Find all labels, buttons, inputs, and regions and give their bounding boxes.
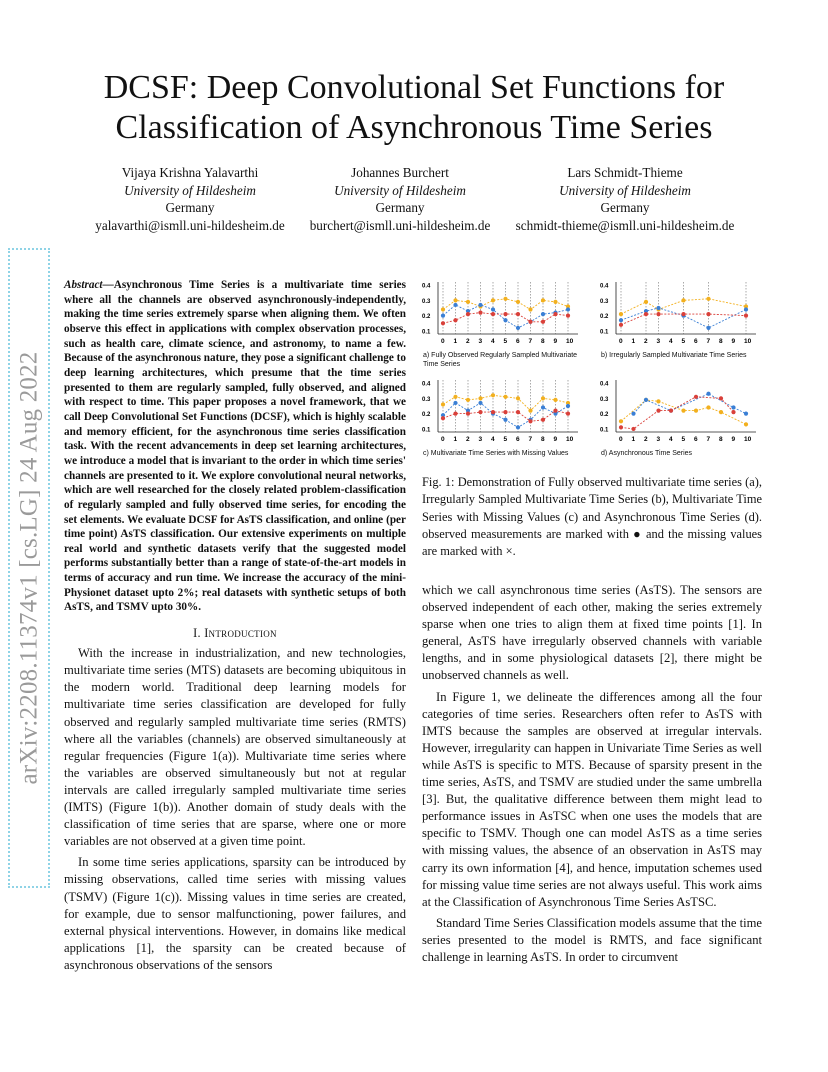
yellow-series-point <box>516 396 520 400</box>
x-tick-label: 7 <box>528 338 533 345</box>
x-tick-label: 0 <box>619 436 623 443</box>
yellow-series-point <box>719 410 723 414</box>
x-tick-label: 7 <box>706 436 711 443</box>
y-tick-label: 0.3 <box>422 298 431 305</box>
x-tick-label: 3 <box>656 338 661 345</box>
x-tick-label: 10 <box>566 436 574 443</box>
figure-panel-d <box>598 376 768 471</box>
y-tick-label: 0.1 <box>600 329 609 336</box>
y-tick-label: 0.2 <box>600 412 609 419</box>
y-tick-label: 0.2 <box>422 314 431 321</box>
red-series-point <box>441 416 445 420</box>
y-tick-label: 0.1 <box>422 427 431 434</box>
x-tick-label: 1 <box>453 436 458 443</box>
author-country: Germany <box>375 200 425 215</box>
yellow-series-point <box>466 300 470 304</box>
x-tick-label: 8 <box>541 338 545 345</box>
blue-series-point <box>731 405 735 409</box>
yellow-series-point <box>441 307 445 311</box>
blue-series-point <box>478 303 482 307</box>
intro-paragraph-1: With the increase in industrialization, and new technologies, multivariate time series (MTS) datasets are becoming ubiquitous in the modern world. Traditional deep learning models for multivariate time series classification are developed for fully observed and regularly sampled multivariate time series (RMTS) where all the variables (channels) are observed simultaneously at regular frequencies (Figure 1(a)). Multivariate time series where the variables are observed simultaneously but not at regular intervals are called irregularly sampled multivariate time series (IMTS) (Figure 1(b)). Another domain of study deals with the classification of time series that are sparse, where one or more variables are not observed at a given time point. <box>64 646 406 849</box>
y-tick-label: 0.4 <box>422 283 431 290</box>
right-column <box>422 582 762 970</box>
yellow-series-point <box>503 395 507 399</box>
red-series-point <box>619 425 623 429</box>
x-tick-label: 2 <box>466 338 470 345</box>
red-series-point <box>619 323 623 327</box>
x-tick-label: 6 <box>694 338 698 345</box>
paper-title: DCSF: Deep Convolutional Set Functions for Classification of Asynchronous Time Series <box>103 69 725 146</box>
x-tick-label: 9 <box>553 338 558 345</box>
author-name: Johannes Burchert <box>351 165 449 180</box>
yellow-series-point <box>744 422 748 426</box>
yellow-series-point <box>681 408 685 412</box>
red-series-point <box>731 410 735 414</box>
blue-series-point <box>491 307 495 311</box>
x-tick-label: 5 <box>681 436 686 443</box>
x-tick-label: 10 <box>744 338 752 345</box>
blue-series-point <box>744 307 748 311</box>
red-series-line <box>621 397 734 429</box>
blue-series-point <box>706 326 710 330</box>
x-tick-label: 3 <box>478 338 483 345</box>
yellow-series-point <box>453 298 457 302</box>
blue-series-point <box>503 418 507 422</box>
yellow-series-point <box>516 300 520 304</box>
blue-series-point <box>644 398 648 402</box>
x-tick-label: 0 <box>619 338 623 345</box>
red-series-point <box>503 410 507 414</box>
y-tick-label: 0.1 <box>600 427 609 434</box>
red-series-point <box>466 312 470 316</box>
red-series-point <box>528 320 532 324</box>
section-heading-introduction: I. Introduction <box>193 626 277 641</box>
author-email: schmidt-thieme@ismll.uni-hildesheim.de <box>515 217 735 233</box>
figure-panel-c <box>420 376 590 471</box>
yellow-series-point <box>553 398 557 402</box>
x-tick-label: 5 <box>681 338 686 345</box>
abstract <box>64 278 406 615</box>
yellow-series-point <box>528 307 532 311</box>
x-tick-label: 4 <box>491 338 495 345</box>
x-tick-label: 5 <box>503 436 508 443</box>
author-email: burchert@ismll.uni-hildesheim.de <box>309 217 491 233</box>
red-series-point <box>656 408 660 412</box>
arxiv-id-text: arXiv:2208.11374v1 [cs.LG] 24 Aug 2022 <box>15 351 43 785</box>
x-tick-label: 2 <box>644 436 648 443</box>
red-series-point <box>453 318 457 322</box>
y-tick-label: 0.3 <box>600 396 609 403</box>
y-tick-label: 0.2 <box>422 412 431 419</box>
x-tick-label: 6 <box>694 436 698 443</box>
y-tick-label: 0.3 <box>422 396 431 403</box>
y-tick-label: 0.4 <box>422 381 431 388</box>
red-series-point <box>541 418 545 422</box>
blue-series-point <box>744 412 748 416</box>
red-series-point <box>644 312 648 316</box>
red-series-point <box>491 312 495 316</box>
yellow-series-point <box>528 408 532 412</box>
red-series-point <box>478 310 482 314</box>
red-series-point <box>466 412 470 416</box>
red-series-point <box>694 395 698 399</box>
blue-series-line <box>443 403 568 428</box>
red-series-point <box>541 320 545 324</box>
x-tick-label: 7 <box>528 436 533 443</box>
author-country: Germany <box>165 200 215 215</box>
figure-panel-b <box>598 278 768 373</box>
yellow-series-point <box>541 396 545 400</box>
red-series-point <box>566 314 570 318</box>
x-tick-label: 1 <box>631 436 636 443</box>
x-tick-label: 6 <box>516 436 520 443</box>
x-tick-label: 3 <box>656 436 661 443</box>
blue-series-point <box>516 425 520 429</box>
author-name: Lars Schmidt-Thieme <box>567 165 683 180</box>
x-tick-label: 2 <box>644 338 648 345</box>
red-series-point <box>669 408 673 412</box>
author-name: Vijaya Krishna Yalavarthi <box>121 165 259 180</box>
x-tick-label: 6 <box>516 338 520 345</box>
yellow-series-point <box>466 398 470 402</box>
x-tick-label: 5 <box>503 338 508 345</box>
red-series-point <box>553 312 557 316</box>
author-country: Germany <box>600 200 650 215</box>
panel-b-caption: b) Irregularly Sampled Multivariate Time Series <box>601 352 747 359</box>
yellow-series-point <box>681 298 685 302</box>
x-tick-label: 10 <box>744 436 752 443</box>
yellow-series-point <box>503 297 507 301</box>
intro-paragraph-2: In some time series applications, sparsity can be introduced by missing observations, called time series with missing values (TSMV) (Figure 1(c)). Missing values in time series are created, for example, due to sensor malfunctioning, power failures, and external physical interventions. However, in domains like medical applications [1], the sparsity can be created because of asynchronous observations of the sensors <box>64 855 406 972</box>
yellow-series-point <box>441 402 445 406</box>
yellow-series-point <box>453 395 457 399</box>
figure-caption: Fig. 1: Demonstration of Fully observed multivariate time series (a), Irregularly Sampled Multivariate Time Series (b), Multivariate Time Series with Missing Values (c) and Asynchronous Time Series (d). observed measurements are marked with ● and the missing values are marked with ×. <box>422 475 762 559</box>
y-tick-label: 0.1 <box>422 329 431 336</box>
panel-d-plot <box>598 376 768 448</box>
yellow-series-point <box>694 408 698 412</box>
blue-series-point <box>541 312 545 316</box>
blue-series-point <box>441 314 445 318</box>
yellow-series-point <box>656 399 660 403</box>
right-paragraph-1: which we call asynchronous time series (AsTS). The sensors are observed independent of each other, making the series extremely sparse when one tries to align them at fixed time points [1]. In general, AsTS have irregularly observed channels with variable lengths, and in some physiological datasets [2], there might be unobserved channels as well. <box>422 583 762 683</box>
yellow-series-point <box>706 405 710 409</box>
x-tick-label: 8 <box>719 338 723 345</box>
author-email: yalavarthi@ismll.uni-hildesheim.de <box>95 217 285 233</box>
red-series-point <box>478 410 482 414</box>
author-affiliation: University of Hildesheim <box>124 182 256 198</box>
yellow-series-point <box>619 419 623 423</box>
blue-series-point <box>453 303 457 307</box>
red-series-point <box>744 314 748 318</box>
yellow-series-point <box>541 298 545 302</box>
blue-series-point <box>706 392 710 396</box>
x-tick-label: 4 <box>669 338 673 345</box>
x-tick-label: 2 <box>466 436 470 443</box>
red-series-point <box>681 312 685 316</box>
red-series-point <box>503 312 507 316</box>
x-tick-label: 4 <box>491 436 495 443</box>
red-series-point <box>706 312 710 316</box>
author-affiliation: University of Hildesheim <box>559 182 691 198</box>
yellow-series-point <box>619 312 623 316</box>
right-paragraph-2: In Figure 1, we delineate the differences among all the four categories of time series. Researchers often refer to AsTS with IMTS because the samples are observed at irregular intervals. However, irregularity can happen in Univariate Time Series as well while AsTS is specific to MTS. Because of sparsity present in the time series, AsTS, and TSMV are studied under the same umbrella [3]. But, the qualitative difference between them might lead to performance issues in AsTSC when one uses the models that are specific to TSMV. Though one can model AsTS as a time series with missing values, the absence of an observation in AsTS may carry its own information [4], and hence, imputation schemes used for missing value time series are not always useful. This work aims at the Classification of Asynchronous Time Series AsTSC. <box>422 689 762 909</box>
blue-series-point <box>566 307 570 311</box>
author-block-1 <box>80 164 300 234</box>
x-tick-label: 1 <box>631 338 636 345</box>
red-series-point <box>719 396 723 400</box>
x-tick-label: 8 <box>541 436 545 443</box>
yellow-series-point <box>478 396 482 400</box>
yellow-series-point <box>491 393 495 397</box>
x-tick-label: 4 <box>669 436 673 443</box>
panel-a-caption: a) Fully Observed Regularly Sampled Multivariate Time Series <box>423 352 578 368</box>
y-tick-label: 0.4 <box>600 381 609 388</box>
panel-b-plot <box>598 278 768 350</box>
red-series-point <box>528 419 532 423</box>
blue-series-point <box>619 318 623 322</box>
x-tick-label: 9 <box>731 436 736 443</box>
x-tick-label: 0 <box>441 436 445 443</box>
blue-series-point <box>516 326 520 330</box>
panel-c-plot <box>420 376 590 448</box>
panel-a-plot <box>420 278 590 350</box>
blue-series-point <box>453 401 457 405</box>
y-tick-label: 0.2 <box>600 314 609 321</box>
blue-series-point <box>541 405 545 409</box>
x-tick-label: 8 <box>719 436 723 443</box>
x-tick-label: 0 <box>441 338 445 345</box>
right-paragraph-3: Standard Time Series Classification models assume that the time series presented to the model is RMTS, and face significant challenge in learning AsTS. In order to circumvent <box>422 915 762 964</box>
x-tick-label: 1 <box>453 338 458 345</box>
blue-series-point <box>566 404 570 408</box>
x-tick-label: 10 <box>566 338 574 345</box>
yellow-series-point <box>553 300 557 304</box>
red-series-point <box>553 408 557 412</box>
author-block-3 <box>505 164 745 234</box>
yellow-series-point <box>644 300 648 304</box>
abstract-text: —Asynchronous Time Series is a multivariate time series where all the channels are observed asynchronously-independently, making the time series extremely sparse when aligning them. We often observe this effect in applications with complex observation processes, such as health care, climate science, and astronomy, to name a few. Because of the asynchronous nature, they pose a significant challenge to deep learning architectures, which presume that the time series presented to them are regularly sampled, fully observed, and aligned with respect to time. This paper proposes a novel framework, that we call Deep Convolutional Set Functions (DCSF), which is highly scalable and memory efficient, for the asynchronous time series classification task. With the recent advancements in deep set learning architectures, we introduce a model that is invariant to the order in which time series' channels are presented to it. We explore convolutional neural networks, which are well researched for the closely related problem-classification of regularly sampled and fully observed time series, for encoding the set elements. We evaluate DCSF for AsTS classification, and online (per time point) AsTS classification. Our extensive experiments on multiple real world and synthetic datasets verify that the suggested model performs substantially better than a range of state-of-the-art models in terms of accuracy and run time. We increase the accuracy of the mini-Physionet dataset upto 2%; real datasets with synthetic setups of both AsTS, and TSMV upto 30%. <box>64 279 406 614</box>
red-series-point <box>491 410 495 414</box>
x-tick-label: 9 <box>731 338 736 345</box>
blue-series-point <box>656 306 660 310</box>
x-tick-label: 9 <box>553 436 558 443</box>
yellow-series-point <box>491 298 495 302</box>
left-column <box>64 278 406 978</box>
blue-series-point <box>478 401 482 405</box>
panel-c-caption: c) Multivariate Time Series with Missing Values <box>423 450 569 457</box>
author-block-2 <box>300 164 500 234</box>
yellow-series-point <box>706 297 710 301</box>
y-tick-label: 0.3 <box>600 298 609 305</box>
figure-1 <box>420 278 765 468</box>
red-series-point <box>631 427 635 431</box>
red-series-point <box>516 410 520 414</box>
panel-d-caption: d) Asynchronous Time Series <box>601 450 693 457</box>
y-tick-label: 0.4 <box>600 283 609 290</box>
red-series-point <box>566 412 570 416</box>
arxiv-identifier-stamp <box>8 248 50 888</box>
author-affiliation: University of Hildesheim <box>334 182 466 198</box>
red-series-point <box>453 412 457 416</box>
red-series-point <box>441 321 445 325</box>
figure-panel-a <box>420 278 590 373</box>
red-series-point <box>656 312 660 316</box>
abstract-lead: Abstract <box>64 279 103 291</box>
x-tick-label: 7 <box>706 338 711 345</box>
blue-series-point <box>503 318 507 322</box>
x-tick-label: 3 <box>478 436 483 443</box>
blue-series-point <box>631 412 635 416</box>
red-series-point <box>516 312 520 316</box>
